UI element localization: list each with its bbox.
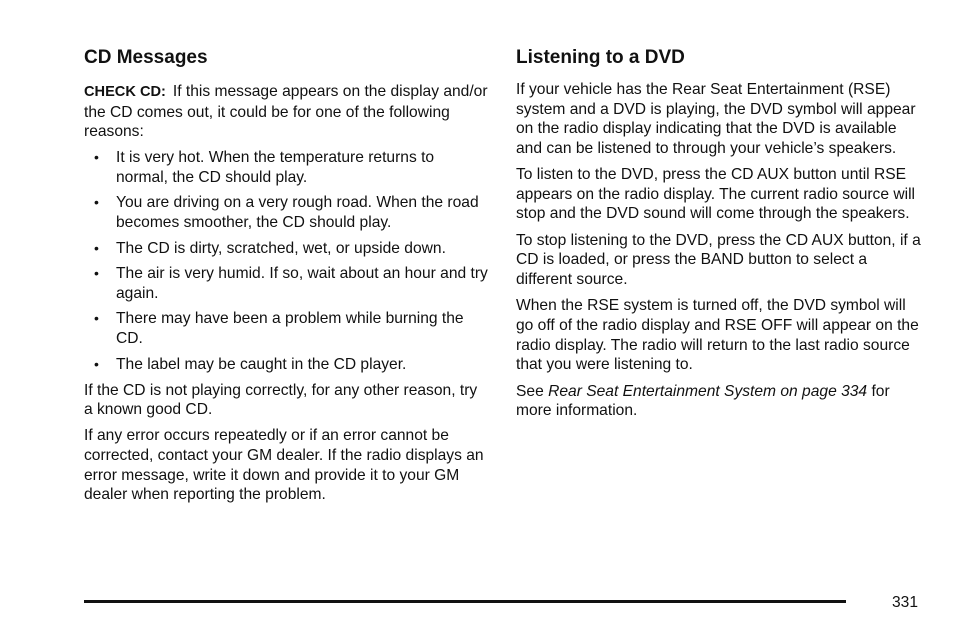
known-good-cd-paragraph: If the CD is not playing correctly, for any other reason, try a known good CD.	[84, 381, 478, 419]
list-item	[84, 239, 488, 259]
cd-messages-section	[84, 46, 488, 511]
rse-page-reference: Rear Seat Entertainment System on page 334	[548, 382, 868, 400]
cd-messages-heading: CD Messages	[84, 47, 208, 68]
list-item-text: You are driving on a very rough road. When the road becomes smoother, the CD should play.	[116, 194, 479, 232]
listen-dvd-paragraph: To listen to the DVD, press the CD AUX button until RSE appears on the radio display. The current radio source will stop and the DVD sound will come through the speakers.	[516, 166, 916, 223]
list-item-text: The CD is dirty, scratched, wet, or upside down.	[116, 239, 446, 257]
list-item	[84, 148, 488, 187]
check-cd-lead: CHECK CD:	[84, 84, 166, 100]
list-item	[84, 355, 488, 375]
bullet-icon: •	[94, 239, 99, 256]
bullet-icon: •	[94, 149, 99, 166]
list-item	[84, 264, 488, 303]
list-item-text: The label may be caught in the CD player.	[116, 355, 407, 373]
see-reference	[516, 382, 922, 421]
list-item-text: There may have been a problem while burning the CD.	[116, 310, 464, 348]
bullet-icon: •	[94, 310, 99, 327]
list-item	[84, 309, 488, 348]
stop-dvd-paragraph: To stop listening to the DVD, press the CD AUX button, if a CD is loaded, or press the BAND button to select a different source.	[516, 231, 921, 288]
rse-off-paragraph: When the RSE system is turned off, the DVD symbol will go off of the radio display and RSE OFF will appear on the radio display. The radio will return to the last radio source that you were listening to.	[516, 297, 919, 374]
see-suffix: for more information.	[516, 382, 890, 420]
bullet-icon: •	[94, 355, 99, 372]
reasons-list	[84, 148, 488, 374]
list-item	[84, 193, 488, 232]
bullet-icon: •	[94, 194, 99, 211]
list-item-text: The air is very humid. If so, wait about an hour and try again.	[116, 265, 488, 302]
footer-divider	[84, 600, 846, 603]
listening-dvd-section	[516, 46, 922, 427]
check-cd-intro	[84, 82, 488, 142]
bullet-icon: •	[94, 265, 99, 282]
list-item-text: It is very hot. When the temperature returns to normal, the CD should play.	[116, 149, 435, 186]
listening-dvd-heading: Listening to a DVD	[516, 47, 685, 68]
error-paragraph: If any error occurs repeatedly or if an error cannot be corrected, contact your GM dealer. If the radio displays an error message, write it down and provide it to your GM dealer when reporting the problem.	[84, 427, 484, 504]
page-number: 331	[891, 594, 918, 611]
check-cd-intro-text: If this message appears on the display and/or the CD comes out, it could be for one of the following reasons:	[84, 83, 488, 141]
rse-intro-paragraph: If your vehicle has the Rear Seat Entertainment (RSE) system and a DVD is playing, the DVD symbol will appear on the radio display indicating that the DVD is available and can be listened to through your vehicle’s speakers.	[516, 81, 916, 157]
see-prefix: See	[516, 382, 544, 400]
